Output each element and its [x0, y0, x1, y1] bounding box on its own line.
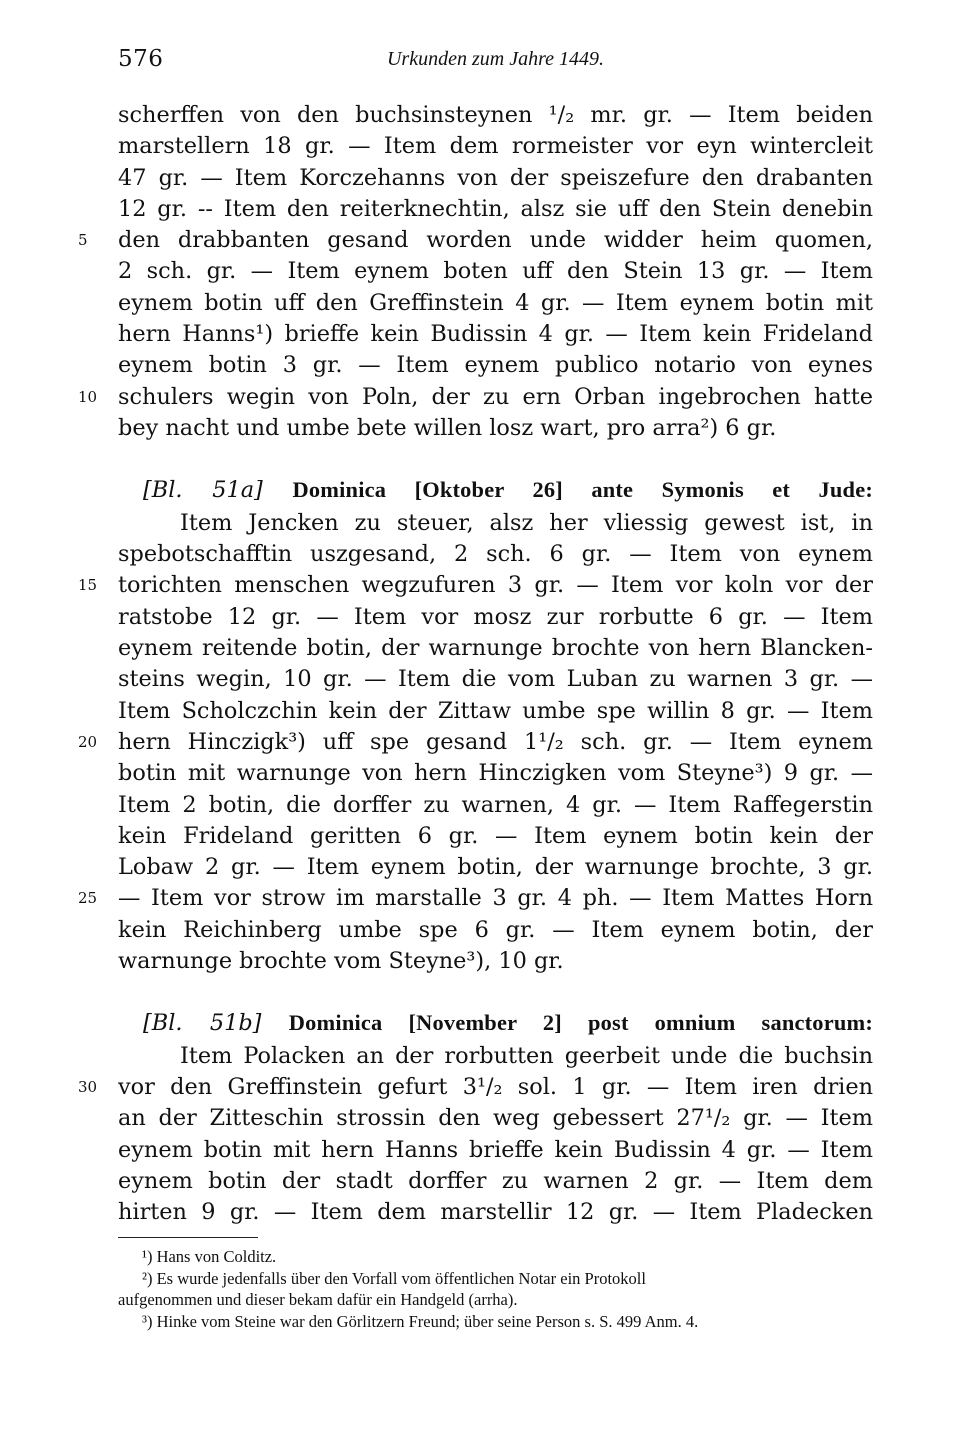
text-line: eynem botin der stadt dorffer zu warnen 2 gr. — Item dem — [118, 1168, 873, 1194]
text-line: schulers wegin von Poln, der zu ern Orban ingebrochen hatte — [118, 384, 873, 410]
text-line: Lobaw 2 gr. — Item eynem botin, der warnunge brochte, 3 gr. — [118, 854, 873, 880]
text-line: ratstobe 12 gr. — Item vor mosz zur rorbutte 6 gr. — Item — [118, 604, 873, 630]
text-line: 47 gr. — Item Korczehanns von der speiszefure den drabanten — [118, 165, 873, 191]
text-line: eynem botin 3 gr. — Item eynem publico notario von eynes — [118, 352, 873, 378]
text-line: Item 2 botin, die dorffer zu warnen, 4 gr. — Item Raffegerstin — [118, 792, 873, 818]
line-number: 20 — [78, 733, 98, 751]
feast-title: Dominica [November 2] post omnium sanctorum: — [288, 1010, 873, 1035]
text-line: kein Frideland geritten 6 gr. — Item eynem botin kein der — [118, 823, 873, 849]
footnote: ²) Es wurde jedenfalls über den Vorfall vom öffentlichen Notar ein Protokoll — [142, 1269, 646, 1288]
text-line: Item Jencken zu steuer, alsz her vliessig gewest ist, in — [180, 510, 873, 536]
text-line: hern Hinczigk³) uff spe gesand 1¹/₂ sch. gr. — Item eynem — [118, 729, 873, 755]
feast-title: Dominica [Oktober 26] ante Symonis et Jude: — [292, 477, 873, 502]
text-line: hern Hanns¹) brieffe kein Budissin 4 gr. — Item kein Frideland — [118, 321, 873, 347]
text-line: eynem botin uff den Greffinstein 4 gr. — Item eynem botin mit — [118, 290, 873, 316]
footnote-continuation: aufgenommen und dieser bekam dafür ein Handgeld (arrha). — [118, 1290, 518, 1309]
running-title: Urkunden zum Jahre 1449. — [386, 48, 604, 70]
text-line: Item Polacken an der rorbutten geerbeit unde die buchsin — [180, 1043, 873, 1069]
text-line: botin mit warnunge von hern Hinczigken vom Steyne³) 9 gr. — — [118, 760, 873, 786]
text-line: Item Scholczchin kein der Zittaw umbe spe willin 8 gr. — Item — [118, 698, 873, 724]
line-number: 5 — [78, 231, 88, 249]
text-line: 12 gr. -- Item den reiterknechtin, alsz sie uff den Stein denebin — [118, 196, 873, 222]
line-number: 30 — [78, 1078, 98, 1096]
text-line: marstellern 18 gr. — Item dem rormeister vor eyn wintercleit — [118, 133, 873, 159]
text-line: scherffen von den buchsinsteynen ¹/₂ mr. gr. — Item beiden — [118, 102, 873, 128]
text-line: eynem botin mit hern Hanns brieffe kein Budissin 4 gr. — Item — [118, 1137, 873, 1163]
line-number: 10 — [78, 388, 98, 406]
text-line: vor den Greffinstein gefurt 3¹/₂ sol. 1 gr. — Item iren drien — [118, 1074, 873, 1100]
text-line: steins wegin, 10 gr. — Item die vom Luban zu warnen 3 gr. — — [118, 666, 873, 692]
text-line: 2 sch. gr. — Item eynem boten uff den Stein 13 gr. — Item — [118, 258, 873, 284]
text-line: — Item vor strow im marstalle 3 gr. 4 ph. — Item Mattes Horn — [118, 885, 873, 911]
folio-reference: [Bl. 51b] — [143, 1010, 262, 1036]
text-line: eynem reitende botin, der warnunge brochte von hern Blancken- — [118, 635, 873, 661]
text-line: an der Zitteschin strossin den weg gebessert 27¹/₂ gr. — Item — [118, 1105, 873, 1131]
text-line: warnunge brochte vom Steyne³), 10 gr. — [118, 948, 564, 974]
folio-reference: [Bl. 51a] — [143, 477, 263, 503]
text-line: spebotschafftin uszgesand, 2 sch. 6 gr. — Item von eynem — [118, 541, 873, 567]
footnote: ¹) Hans von Colditz. — [142, 1247, 277, 1266]
line-number: 15 — [78, 576, 98, 594]
text-line: hirten 9 gr. — Item dem marstellir 12 gr. — Item Pladecken — [118, 1199, 873, 1225]
line-number: 25 — [78, 889, 98, 907]
text-line: torichten menschen wegzufuren 3 gr. — Item vor koln vor der — [118, 572, 873, 598]
text-line: kein Reichinberg umbe spe 6 gr. — Item eynem botin, der — [118, 917, 873, 943]
footnote-rule — [118, 1237, 258, 1238]
page-number: 576 — [118, 46, 164, 72]
text-line: bey nacht und umbe bete willen losz wart, pro arra²) 6 gr. — [118, 415, 777, 441]
section-heading — [143, 1006, 873, 1040]
footnote: ³) Hinke vom Steine war den Görlitzern Freund; über seine Person s. S. 499 Anm. 4. — [142, 1312, 699, 1331]
text-line: den drabbanten gesand worden unde widder heim quomen, — [118, 227, 873, 253]
section-heading — [143, 473, 873, 507]
page-header — [118, 46, 873, 80]
